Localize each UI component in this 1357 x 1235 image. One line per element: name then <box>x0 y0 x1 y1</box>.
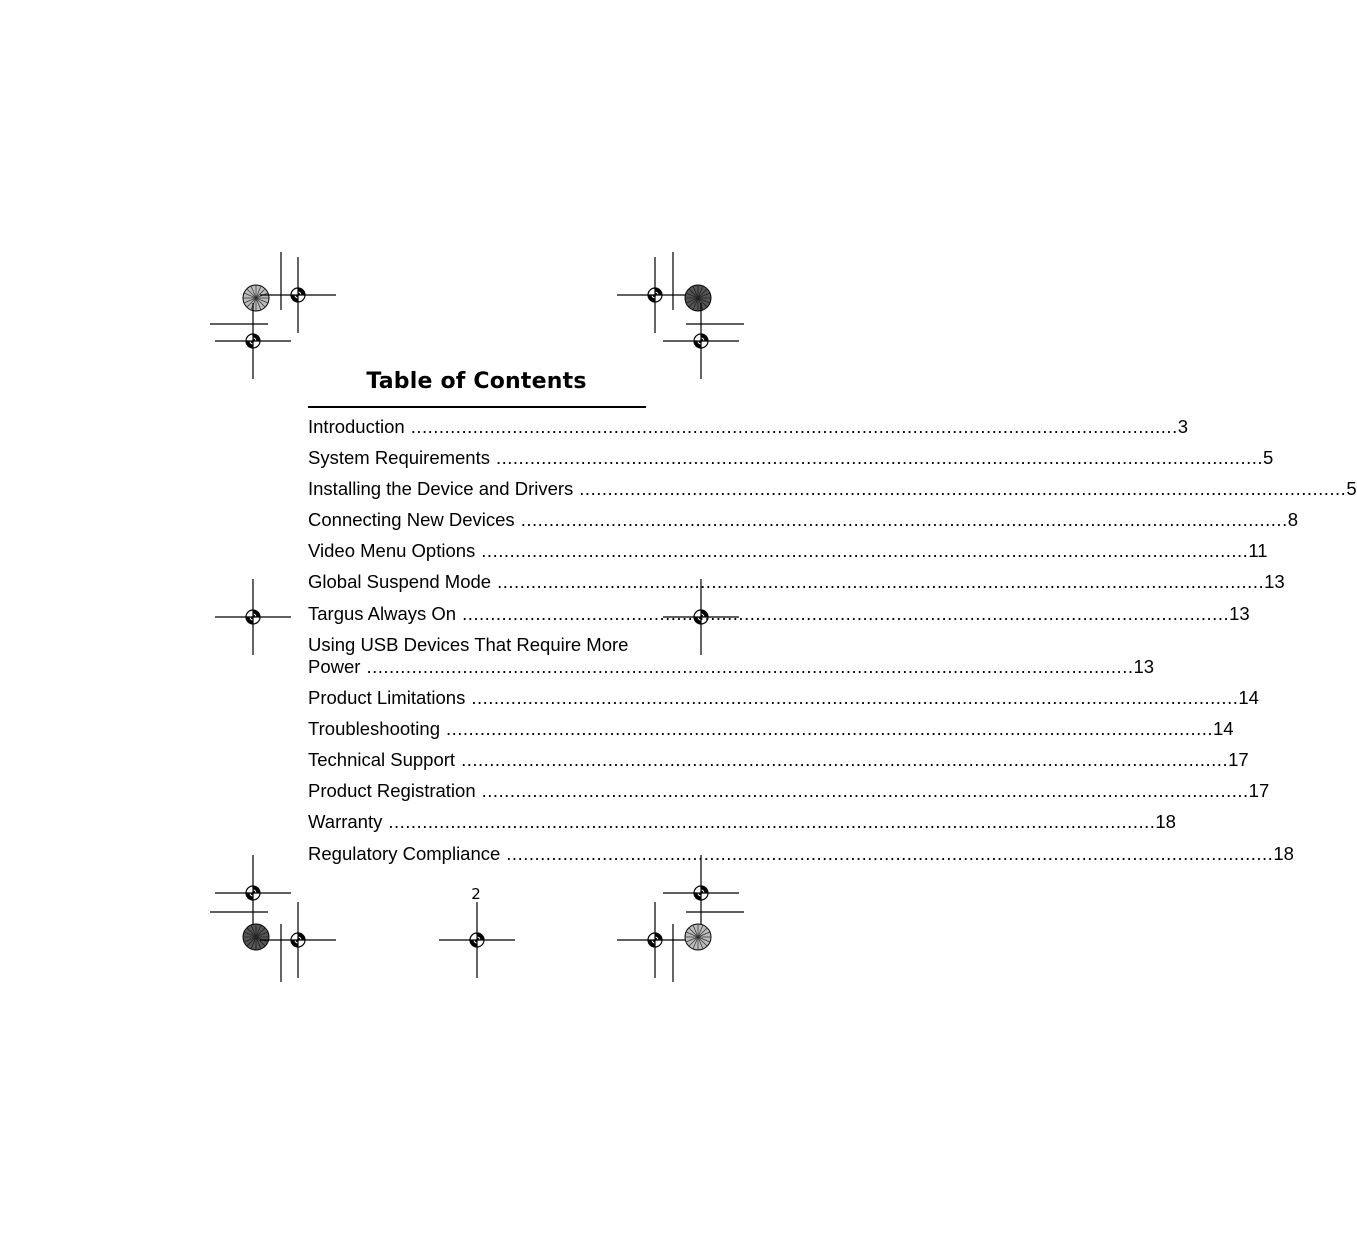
crosshair-registration-mark-icon <box>663 855 739 931</box>
toc-entry-technical-support[interactable] <box>308 749 1249 771</box>
crosshair-registration-mark-icon <box>617 902 693 978</box>
toc-entry-page: 5 <box>1346 478 1357 499</box>
toc-entry-label: Global Suspend Mode <box>308 571 492 592</box>
crosshair-registration-mark-icon <box>215 579 291 655</box>
toc-entry-label: Warranty <box>308 811 383 832</box>
toc-entry-label: Product Registration <box>308 780 476 801</box>
dot-leader: ........................................................................................................................................ <box>445 718 1214 739</box>
dot-leader: ........................................................................................................................................ <box>495 447 1264 468</box>
page-number: 2 <box>471 885 481 903</box>
toc-entry-label: Connecting New Devices <box>308 509 515 530</box>
toc-entry-warranty[interactable] <box>308 811 1176 833</box>
toc-entry-page: 14 <box>1238 687 1259 708</box>
toc-entry-page: 13 <box>1229 603 1250 624</box>
crosshair-registration-mark-icon <box>260 902 336 978</box>
toc-entry-page: 3 <box>1177 416 1189 437</box>
toc-entry-page: 14 <box>1213 718 1234 739</box>
toc-entry-video-menu-options[interactable] <box>308 540 1268 562</box>
dot-leader: ........................................................................................................................................ <box>506 843 1274 864</box>
starburst-target-icon <box>243 924 269 950</box>
toc-entry-page: 17 <box>1248 780 1270 801</box>
dot-leader: ........................................................................................................................................ <box>481 780 1249 801</box>
toc-entry-troubleshooting[interactable] <box>308 718 1234 740</box>
toc-entry-label: Regulatory Compliance <box>308 843 501 864</box>
toc-entry-page: 13 <box>1133 656 1155 677</box>
dot-leader: ........................................................................................................................................ <box>520 509 1288 530</box>
toc-entry-label-continued: Power <box>308 656 361 677</box>
starburst-target-icon <box>243 285 269 311</box>
toc-entry-targus-always-on[interactable] <box>308 603 1250 625</box>
dot-leader: ........................................................................................................................................ <box>481 540 1249 561</box>
toc-entry-label: System Requirements <box>308 447 490 468</box>
dot-leader: ........................................................................................................................................ <box>388 811 1156 832</box>
toc-entry-label: Troubleshooting <box>308 718 440 739</box>
toc-entry-label: Video Menu Options <box>308 540 476 561</box>
toc-entry-page: 8 <box>1287 509 1299 530</box>
toc-entry-connecting-new-devices[interactable] <box>308 509 1299 531</box>
crosshair-registration-mark-icon <box>215 855 291 931</box>
dot-leader: ........................................................................................................................................ <box>366 656 1134 677</box>
dot-leader: ........................................................................................................................................ <box>410 416 1178 437</box>
starburst-target-icon <box>685 924 711 950</box>
toc-entry-label: Installing the Device and Drivers <box>308 478 574 499</box>
crosshair-registration-mark-icon <box>215 303 291 379</box>
toc-entry-label: Targus Always On <box>308 603 457 624</box>
toc-entry-global-suspend-mode[interactable] <box>308 571 1285 593</box>
crosshair-registration-mark-icon <box>439 902 515 978</box>
dot-leader: ........................................................................................................................................ <box>471 687 1239 708</box>
toc-entry-product-registration[interactable] <box>308 780 1270 802</box>
toc-entry-page: 5 <box>1263 447 1274 468</box>
toc-entry-page: 11 <box>1248 540 1268 561</box>
toc-entry-product-limitations[interactable] <box>308 687 1259 709</box>
toc-entry-label: Introduction <box>308 416 405 437</box>
toc-entry-regulatory-compliance[interactable] <box>308 843 1294 865</box>
dot-leader: ........................................................................................................................................ <box>462 603 1230 624</box>
toc-entry-introduction[interactable] <box>308 416 1189 438</box>
dot-leader: ........................................................................................................................................ <box>579 478 1347 499</box>
toc-entry-page: 18 <box>1273 843 1294 864</box>
toc-entry-installing[interactable] <box>308 478 1357 500</box>
starburst-target-icon <box>685 285 711 311</box>
dot-leader: ........................................................................................................................................ <box>461 749 1229 770</box>
dot-leader: ........................................................................................................................................ <box>497 571 1265 592</box>
title-rule <box>308 406 646 408</box>
crosshair-registration-mark-icon <box>663 303 739 379</box>
toc-entry-label: Using USB Devices That Require More <box>308 634 629 655</box>
toc-entry-usb-devices-more-power[interactable] <box>308 634 1155 678</box>
crosshair-registration-mark-icon <box>617 257 693 333</box>
crosshair-registration-mark-icon <box>260 257 336 333</box>
toc-entry-label: Product Limitations <box>308 687 466 708</box>
toc-entry-page: 18 <box>1155 811 1176 832</box>
toc-entry-label: Technical Support <box>308 749 456 770</box>
toc-entry-page: 13 <box>1264 571 1285 592</box>
toc-entry-system-requirements[interactable] <box>308 447 1274 469</box>
toc-entry-page: 17 <box>1228 749 1249 770</box>
page-title: Table of Contents <box>366 369 587 394</box>
